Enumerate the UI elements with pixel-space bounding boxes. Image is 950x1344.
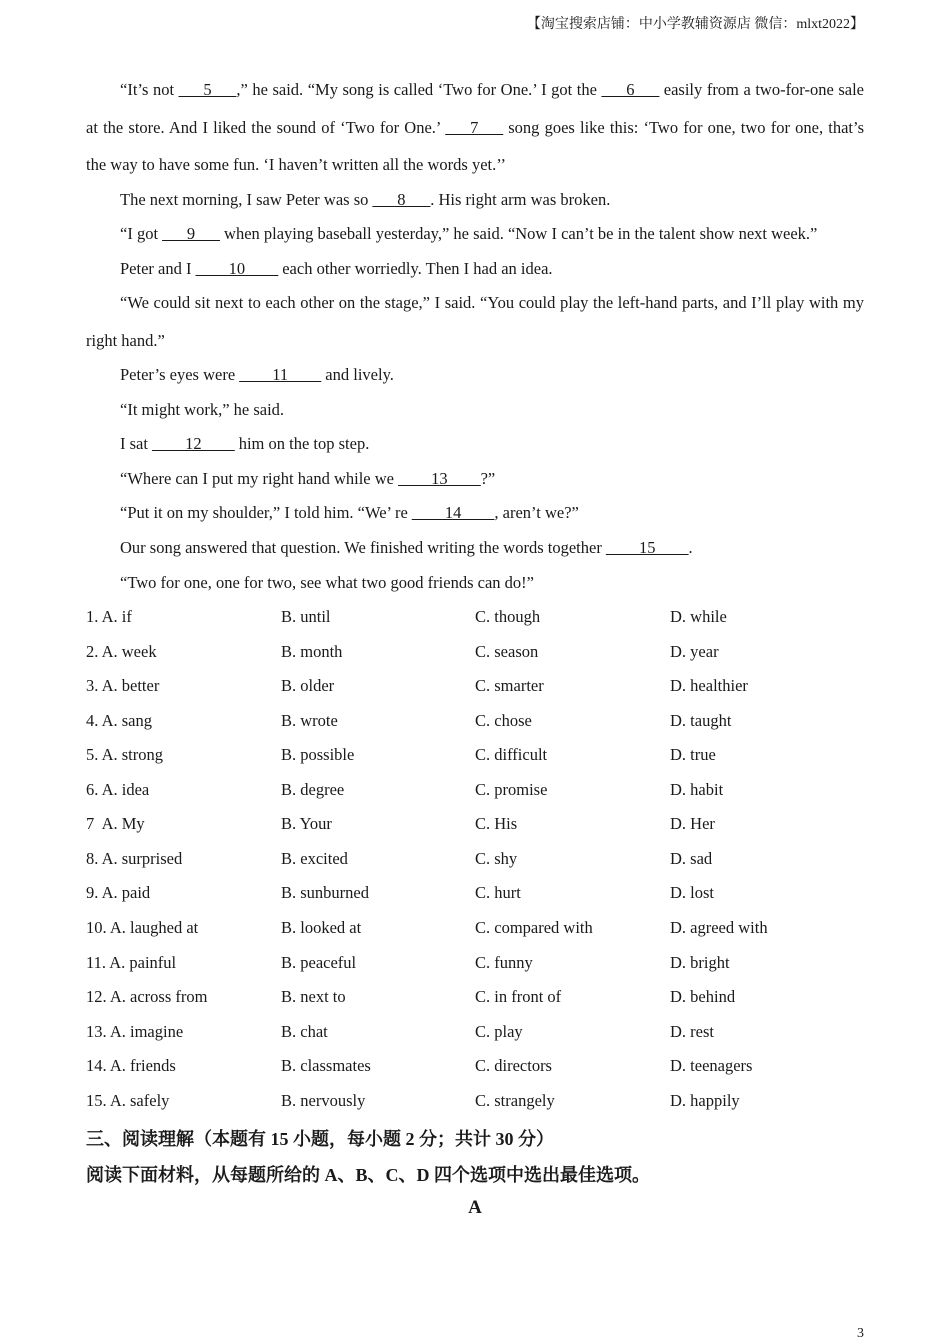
option-c: C. funny <box>475 953 533 972</box>
text: ,” he said. “My song is called ‘Two for One.’ I got the <box>236 80 602 99</box>
text: ?” <box>480 469 496 488</box>
passage-paragraph-5: “We could sit next to each other on the stage,” I said. “You could play the left-hand parts, and I’ll play with my right hand.” <box>86 293 864 350</box>
option-a: 15. A. safely <box>86 1091 170 1110</box>
text: song goes like this: ‘Two for one, two for one, that’s the way to have some fun. ‘I haven’t written all the words yet.’’ <box>86 117 864 174</box>
blank-5: ___5___ <box>178 80 237 99</box>
text: him on the top step. <box>234 434 370 453</box>
option-d: D. bright <box>670 953 730 972</box>
question-row-13 <box>86 1022 866 1046</box>
option-c: C. promise <box>475 780 548 799</box>
question-row-9 <box>86 883 866 907</box>
option-c: C. hurt <box>475 883 521 902</box>
blank-12: ____12____ <box>152 434 235 453</box>
text: when playing baseball yesterday,” he said. “Now I can’t be in the talent show next week.” <box>219 224 818 243</box>
option-b: B. peaceful <box>281 953 357 972</box>
option-c: C. difficult <box>475 745 548 764</box>
question-row-2 <box>86 642 866 666</box>
option-d: D. agreed with <box>670 918 768 937</box>
passage-paragraph-8 <box>86 434 864 454</box>
question-row-15 <box>86 1091 866 1115</box>
option-b: B. older <box>281 676 335 695</box>
option-d: D. Her <box>670 814 715 833</box>
option-a: 12. A. across from <box>86 987 208 1006</box>
option-a: 10. A. laughed at <box>86 918 199 937</box>
option-c: C. directors <box>475 1056 552 1075</box>
blank-6: ___6___ <box>601 80 660 99</box>
option-c: C. compared with <box>475 918 593 937</box>
option-a: 3. A. better <box>86 676 160 695</box>
question-row-6 <box>86 780 866 804</box>
option-c: C. smarter <box>475 676 544 695</box>
option-b: B. sunburned <box>281 883 369 902</box>
blank-14: ____14____ <box>411 503 495 522</box>
option-a: 4. A. sang <box>86 711 152 730</box>
option-b: B. Your <box>281 814 332 833</box>
question-row-5 <box>86 745 866 769</box>
text: The next morning, I saw Peter was so <box>120 190 373 209</box>
option-a: 2. A. week <box>86 642 157 661</box>
text: Our song answered that question. We finished writing the words together <box>120 538 606 557</box>
text: “Put it on my shoulder,” I told him. “We’ re <box>120 503 412 522</box>
page-header: 【淘宝搜索店铺：中小学教辅资源店 微信：mlxt2022】 <box>526 17 864 32</box>
option-a: 7 A. My <box>86 814 145 833</box>
option-b: B. degree <box>281 780 345 799</box>
passage-paragraph-4 <box>86 259 864 279</box>
option-d: D. happily <box>670 1091 740 1110</box>
option-d: D. true <box>670 745 716 764</box>
option-a: 13. A. imagine <box>86 1022 184 1041</box>
option-d: D. taught <box>670 711 732 730</box>
blank-15: ____15____ <box>605 538 689 557</box>
option-c: C. strangely <box>475 1091 555 1110</box>
question-row-14 <box>86 1056 866 1080</box>
text: Peter and I <box>120 259 196 278</box>
option-d: D. behind <box>670 987 736 1006</box>
text: , aren’t we?” <box>494 503 579 522</box>
text: each other worriedly. Then I had an idea. <box>278 259 553 278</box>
passage-paragraph-11 <box>86 538 864 558</box>
option-a: 5. A. strong <box>86 745 164 764</box>
option-b: B. excited <box>281 849 348 868</box>
blank-10: ____10____ <box>195 259 279 278</box>
question-row-7 <box>86 814 866 838</box>
option-c: C. His <box>475 814 518 833</box>
question-row-8 <box>86 849 866 873</box>
option-c: C. in front of <box>475 987 562 1006</box>
option-a: 1. A. if <box>86 607 132 626</box>
option-c: C. shy <box>475 849 518 868</box>
option-a: 8. A. surprised <box>86 849 183 868</box>
passage-paragraph-12: “Two for one, one for two, see what two good friends can do!” <box>120 573 534 592</box>
passage-paragraph-1 <box>86 71 864 184</box>
option-b: B. next to <box>281 987 346 1006</box>
option-a: 6. A. idea <box>86 780 150 799</box>
option-d: D. lost <box>670 883 715 902</box>
option-d: D. year <box>670 642 719 661</box>
part-label: A <box>468 1197 482 1218</box>
blank-13: ____13____ <box>398 469 481 488</box>
text: I sat <box>120 434 153 453</box>
text: “I got <box>120 224 163 243</box>
option-c: C. though <box>475 607 541 626</box>
option-b: B. looked at <box>281 918 362 937</box>
text: and lively. <box>321 365 394 384</box>
option-b: B. wrote <box>281 711 338 730</box>
option-b: B. month <box>281 642 343 661</box>
option-d: D. teenagers <box>670 1056 753 1075</box>
section-instruction: 阅读下面材料，从每题所给的 A、B、C、D 四个选项中选出最佳选项。 <box>86 1165 650 1185</box>
text: Peter’s eyes were <box>120 365 240 384</box>
option-d: D. sad <box>670 849 713 868</box>
option-d: D. healthier <box>670 676 748 695</box>
option-b: B. nervously <box>281 1091 366 1110</box>
option-b: B. chat <box>281 1022 328 1041</box>
option-c: C. season <box>475 642 539 661</box>
section-title: 三、阅读理解（本题有 15 小题，每小题 2 分；共计 30 分） <box>86 1129 554 1149</box>
question-row-3 <box>86 676 866 700</box>
blank-8: ___8___ <box>372 190 431 209</box>
question-row-11 <box>86 953 866 977</box>
text: “Where can I put my right hand while we <box>120 469 399 488</box>
option-b: B. possible <box>281 745 355 764</box>
blank-11: ____11____ <box>239 365 322 384</box>
blank-7: ___7___ <box>445 117 504 137</box>
option-b: B. classmates <box>281 1056 371 1075</box>
text: “It’s not <box>120 80 179 99</box>
option-d: D. while <box>670 607 727 626</box>
text: . <box>688 538 693 557</box>
question-row-12 <box>86 987 866 1011</box>
option-a: 9. A. paid <box>86 883 151 902</box>
passage-paragraph-9 <box>86 469 864 489</box>
option-a: 11. A. painful <box>86 953 177 972</box>
passage-paragraph-6 <box>86 365 864 385</box>
question-row-10 <box>86 918 866 942</box>
option-d: D. habit <box>670 780 724 799</box>
option-b: B. until <box>281 607 331 626</box>
passage-paragraph-3 <box>86 224 864 244</box>
passage-paragraph-2 <box>86 190 864 210</box>
question-row-1 <box>86 607 866 631</box>
blank-9: ___9___ <box>162 224 220 243</box>
option-a: 14. A. friends <box>86 1056 176 1075</box>
passage-paragraph-7: “It might work,” he said. <box>120 400 285 419</box>
text: easily from a two-for-one sale at the store. And I liked the sound of ‘Two for One.’ <box>86 80 864 137</box>
page-number: 3 <box>857 1326 864 1341</box>
option-c: C. play <box>475 1022 523 1041</box>
passage-paragraph-10 <box>86 503 864 523</box>
question-row-4 <box>86 711 866 735</box>
text: . His right arm was broken. <box>430 190 611 209</box>
option-d: D. rest <box>670 1022 714 1041</box>
option-c: C. chose <box>475 711 532 730</box>
